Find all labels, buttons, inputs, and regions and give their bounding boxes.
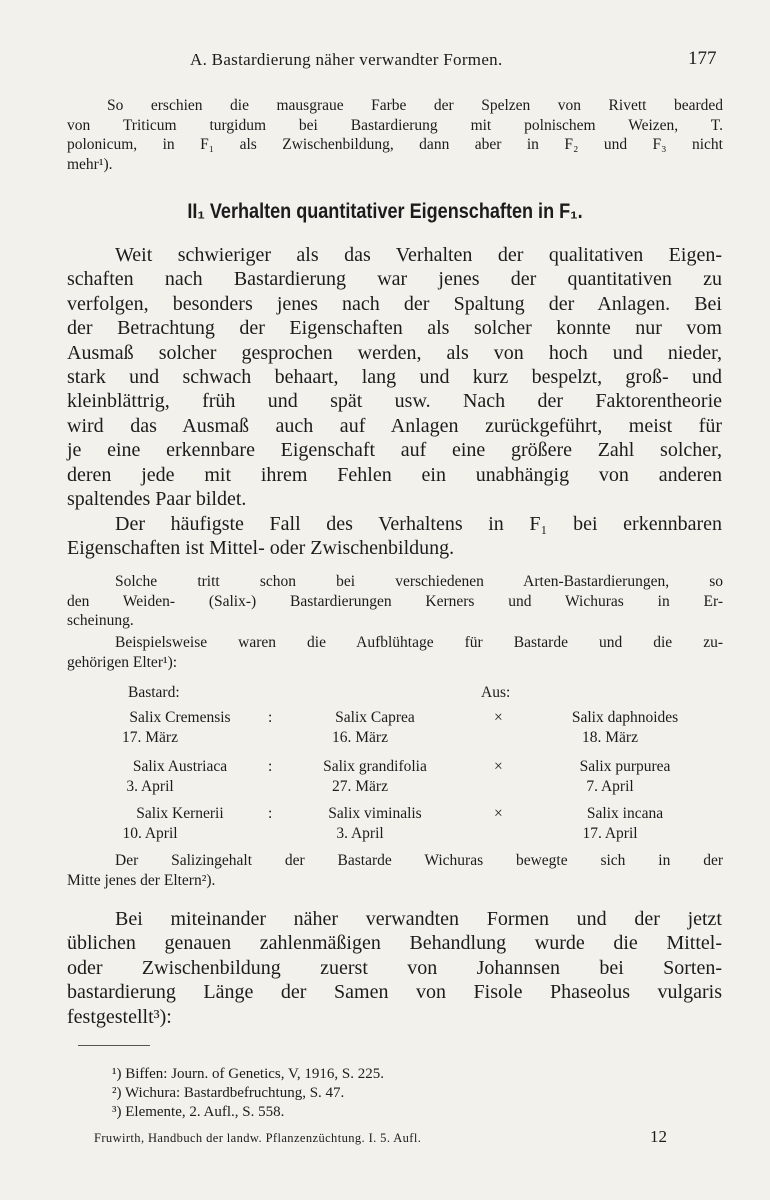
- parent-2-name: Salix purpurea: [579, 758, 671, 775]
- separator: :: [268, 758, 273, 775]
- text-line: schaften nach Bastardierung war jenes der quantitativen zu: [67, 268, 722, 291]
- parent-1-date: 3. April: [336, 825, 384, 842]
- running-head: A. Bastardierung näher verwandter Formen.: [190, 50, 503, 69]
- text-line: von Triticum turgidum bei Bastardierung mit polnischem Weizen, T.: [67, 116, 723, 134]
- footnote: ³) Elemente, 2. Aufl., S. 558.: [112, 1104, 285, 1120]
- bastard-date: 10. April: [122, 825, 178, 842]
- parent-1-name: Salix viminalis: [328, 805, 422, 822]
- text-line: scheinung.: [67, 612, 134, 629]
- footnotes: [112, 1065, 672, 1122]
- text-line: Mitte jenes der Eltern²).: [67, 871, 216, 889]
- text-line: deren jede mit ihrem Fehlen ein unabhängig von anderen: [67, 463, 722, 486]
- text-line: festgestellt³):: [67, 1005, 172, 1028]
- parent-2-name: Salix daphnoides: [571, 709, 679, 726]
- bastard-date: 3. April: [126, 778, 174, 795]
- intro-paragraph: [67, 96, 723, 174]
- table-row: [0, 708, 770, 748]
- page-number: 177: [688, 48, 717, 69]
- footnote-divider: [78, 1045, 150, 1046]
- text-line: Beispielsweise waren die Aufblühtage für Bastarde und die zu-: [115, 634, 723, 651]
- bastard-date: 17. März: [122, 729, 178, 746]
- parent-1-date: 16. März: [332, 729, 388, 746]
- text-line: Bei miteinander näher verwandten Formen und der jetzt: [115, 908, 722, 930]
- cross-symbol: ×: [494, 709, 503, 726]
- text-line: der Betrachtung der Eigenschaften als solcher konnte nur vom: [67, 317, 722, 340]
- text-line: Der häufigste Fall des Verhaltens in F₁ bei erkennbaren: [115, 513, 722, 535]
- main-paragraph-1: [67, 243, 722, 511]
- parent-2-date: 18. März: [582, 729, 638, 746]
- text-line: So erschien die mausgraue Farbe der Spelzen von Rivett bearded: [107, 97, 723, 114]
- text-line: mehr¹).: [67, 155, 113, 173]
- section-heading: II₁ Verhalten quantitativer Eigenschaften in F₁.: [187, 200, 583, 223]
- parent-1-name: Salix Caprea: [335, 709, 415, 726]
- table-header-bastard: Bastard:: [128, 684, 180, 701]
- small-paragraph-2: [67, 633, 723, 672]
- text-line: Ausmaß solcher gesprochen werden, als von hoch und nieder,: [67, 341, 722, 364]
- small-paragraph-3: [67, 851, 723, 890]
- text-line: Weit schwieriger als das Verhalten der qualitativen Eigen-: [115, 244, 722, 266]
- text-line: polonicum, in F₁ als Zwischenbildung, dann aber in F₂ und F₃ nicht: [67, 136, 723, 153]
- bastard-name: Salix Cremensis: [129, 709, 231, 726]
- text-line: stark und schwach behaart, lang und kurz bespelzt, groß- und: [67, 366, 722, 389]
- text-line: Der Salizingehalt der Bastarde Wichuras bewegte sich in der: [115, 852, 723, 869]
- main-paragraph-3: [67, 907, 722, 1029]
- text-line: verfolgen, besonders jenes nach der Spaltung der Anlagen. Bei: [67, 292, 722, 315]
- text-line: spaltendes Paar bildet.: [67, 488, 247, 511]
- text-line: gehörigen Elter¹):: [67, 653, 178, 671]
- bastard-name: Salix Austriaca: [132, 758, 228, 775]
- main-paragraph-2: [67, 512, 722, 561]
- parent-2-name: Salix incana: [586, 805, 664, 822]
- sheet-number: 12: [650, 1127, 667, 1146]
- text-line: üblichen genauen zahlenmäßigen Behandlung wurde die Mittel-: [67, 932, 722, 955]
- parent-1-date: 27. März: [332, 778, 388, 795]
- text-line: Eigenschaften ist Mittel- oder Zwischenbildung.: [67, 537, 455, 560]
- small-paragraph-1: [67, 572, 723, 631]
- parent-2-date: 17. April: [582, 825, 638, 842]
- text-line: kleinblättrig, früh und spät usw. Nach der Faktorentheorie: [67, 390, 722, 413]
- footnote: ²) Wichura: Bastardbefruchtung, S. 47.: [112, 1085, 345, 1101]
- text-line: je eine erkennbare Eigenschaft auf eine größere Zahl solcher,: [67, 439, 722, 462]
- parent-2-date: 7. April: [586, 778, 634, 795]
- cross-symbol: ×: [494, 805, 503, 822]
- text-line: den Weiden- (Salix-) Bastardierungen Kerners und Wichuras in Er-: [67, 592, 723, 610]
- separator: :: [268, 805, 273, 822]
- text-line: Solche tritt schon bei verschiedenen Arten-Bastardierungen, so: [115, 573, 723, 590]
- bastard-name: Salix Kernerii: [136, 805, 224, 822]
- printer-signature: Fruwirth, Handbuch der landw. Pflanzenzüchtung. I. 5. Aufl.: [94, 1131, 422, 1145]
- footnote: ¹) Biffen: Journ. of Genetics, V, 1916, S. 225.: [112, 1066, 384, 1082]
- table-header-aus: Aus:: [481, 684, 511, 701]
- text-line: wird das Ausmaß auch auf Anlagen zurückgeführt, meist für: [67, 414, 722, 437]
- separator: :: [268, 709, 273, 726]
- table-row: [0, 757, 770, 797]
- parent-1-name: Salix grandifolia: [323, 758, 427, 775]
- text-line: bastardierung Länge der Samen von Fisole Phaseolus vulgaris: [67, 981, 722, 1004]
- table-row: [0, 804, 770, 844]
- cross-symbol: ×: [494, 758, 503, 775]
- text-line: oder Zwischenbildung zuerst von Johannsen bei Sorten-: [67, 956, 722, 979]
